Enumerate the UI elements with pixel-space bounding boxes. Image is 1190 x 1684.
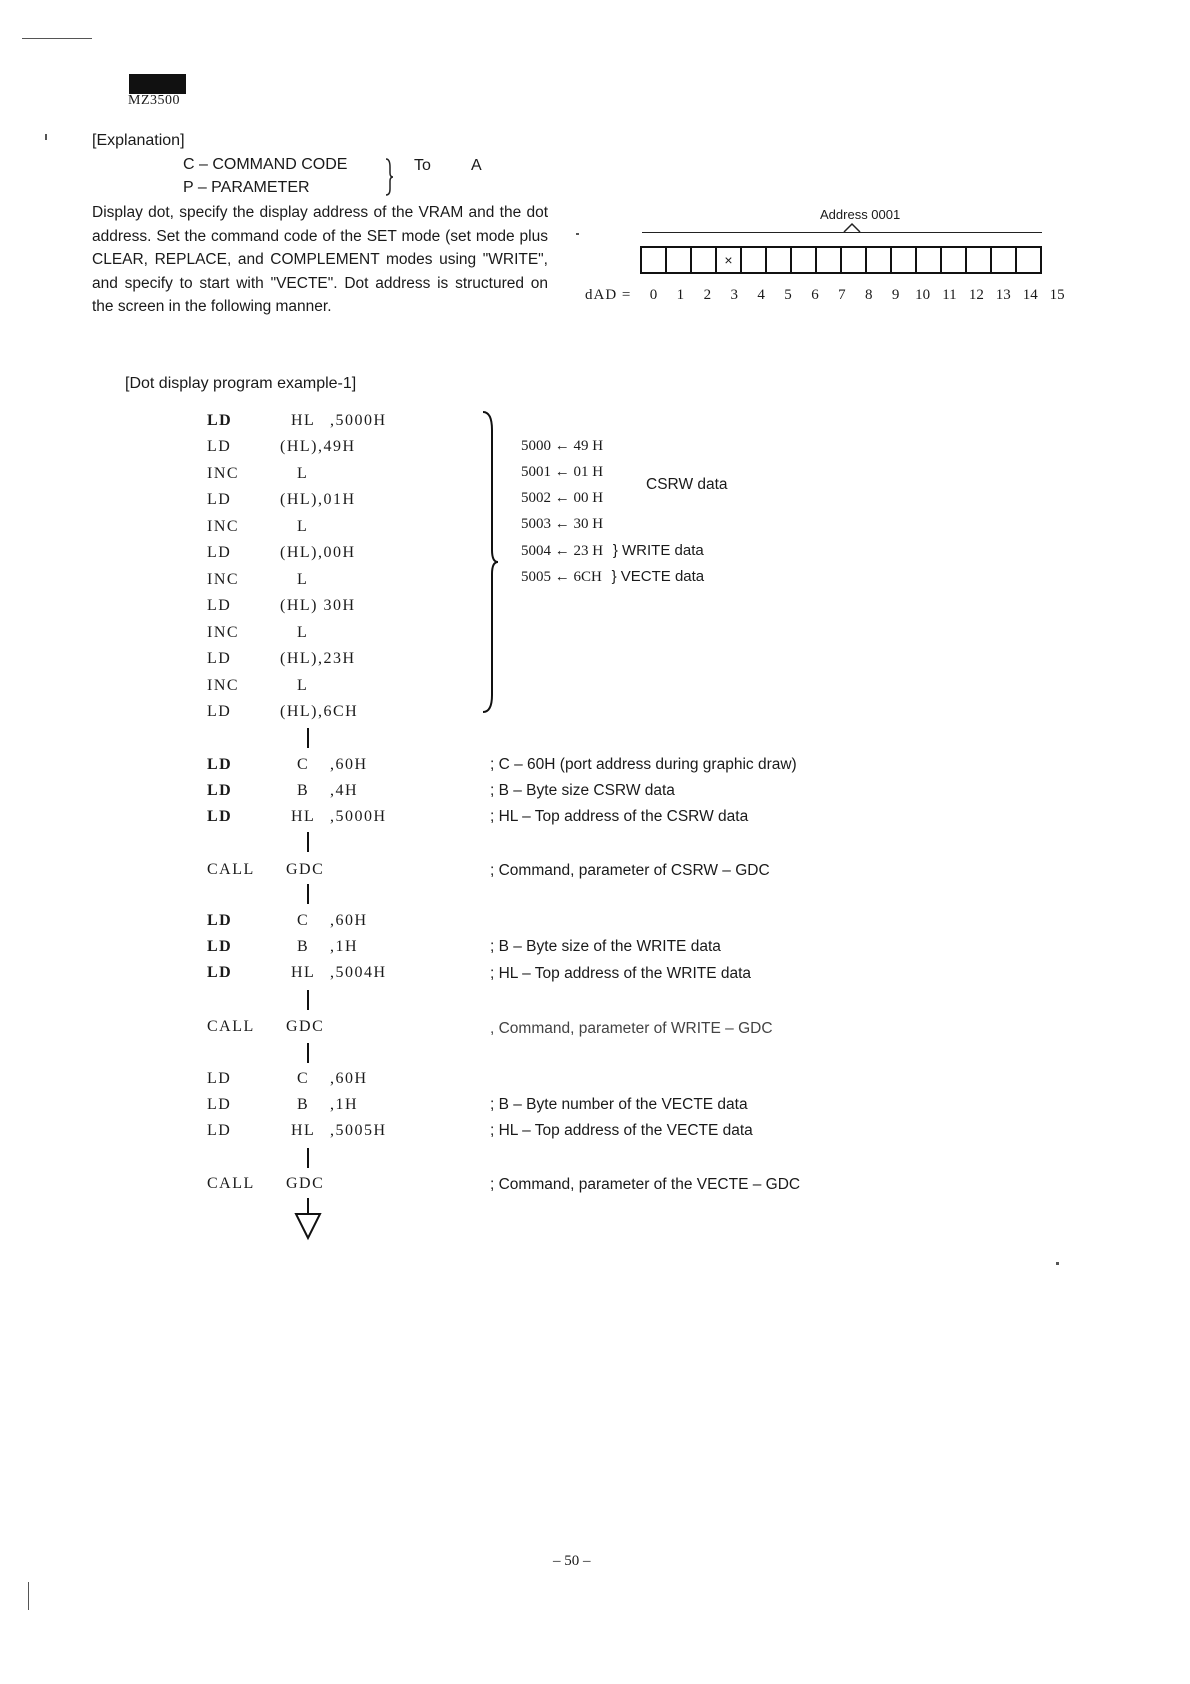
model-number: MZ3500: [128, 93, 180, 108]
dot-cell: [790, 246, 817, 274]
code-arg: GDC: [286, 1175, 325, 1192]
code-op: LD: [207, 912, 233, 929]
code-op: LD: [207, 938, 233, 955]
address-pointer-icon: [842, 222, 862, 234]
dad-number: 0: [649, 287, 658, 303]
code-arg: (HL),23H: [280, 650, 356, 667]
code-op: LD: [207, 1096, 232, 1113]
scan-mark: [28, 1582, 29, 1610]
dad-number: 1: [676, 287, 685, 303]
dot-cell: [890, 246, 917, 274]
code-arg: ,5000H: [330, 808, 387, 825]
dad-number: 3: [730, 287, 738, 303]
dad-label: dAD =: [585, 287, 632, 303]
code-arg: (HL),00H: [280, 544, 356, 561]
dot-cell: [840, 246, 867, 274]
code-op: LD: [207, 491, 232, 508]
dot-cell: [940, 246, 967, 274]
code-comment: ; Command, parameter of CSRW – GDC: [490, 862, 770, 879]
code-arg: HL: [291, 964, 316, 981]
code-op: LD: [207, 412, 233, 429]
code-op: LD: [207, 597, 232, 614]
memory-label: } WRITE data: [612, 542, 704, 559]
brand-logo-block: [129, 74, 186, 94]
explanation-paragraph: Display dot, specify the display address of the VRAM and the dot address. Set the command code of the SET mode (set mode plus CLEAR, REPLACE, and COMPLEMENT modes using "WRITE", and specify to start with "VECTE". Dot address is structured on the screen in the following manner.: [92, 204, 548, 315]
code-op: LD: [207, 703, 232, 720]
code-op: LD: [207, 1122, 232, 1139]
to-value: A: [471, 157, 482, 174]
code-arg: GDC: [286, 861, 325, 878]
code-op: LD: [207, 1070, 232, 1087]
parameter-line: P – PARAMETER: [183, 179, 310, 196]
flow-end-triangle-icon: [293, 1198, 323, 1243]
memory-entry: [521, 542, 704, 560]
arrow-left-icon: ←: [554, 438, 570, 454]
memory-value: 6CH: [573, 569, 602, 585]
code-comment: ; B – Byte size CSRW data: [490, 782, 675, 799]
code-arg: ,60H: [330, 756, 368, 773]
code-arg: (HL),01H: [280, 491, 356, 508]
dot-address-cells: [640, 246, 1040, 274]
command-code-line: C – COMMAND CODE: [183, 156, 348, 173]
code-arg: GDC: [286, 1018, 325, 1035]
explanation-heading: [Explanation]: [92, 132, 185, 149]
code-arg: L: [297, 624, 309, 641]
code-arg: ,1H: [330, 938, 359, 955]
flow-line: [307, 1043, 309, 1063]
dot-cell: [865, 246, 892, 274]
code-arg: ,60H: [330, 1070, 368, 1087]
csrw-data-label: CSRW data: [646, 476, 728, 493]
code-arg: (HL),49H: [280, 438, 356, 455]
code-arg: ,5004H: [330, 964, 387, 981]
flow-line: [307, 990, 309, 1010]
code-op: LD: [207, 756, 233, 773]
dot-cell: [990, 246, 1017, 274]
memory-entry: [521, 490, 603, 507]
code-op: INC: [207, 518, 240, 535]
code-arg: L: [297, 571, 309, 588]
dot-cell: [965, 246, 992, 274]
dot-cell: [815, 246, 842, 274]
arrow-left-icon: ←: [554, 543, 570, 559]
code-arg: ,60H: [330, 912, 368, 929]
code-arg: L: [297, 677, 309, 694]
dad-number: 6: [811, 287, 819, 303]
code-comment: ; Command, parameter of the VECTE – GDC: [490, 1176, 801, 1193]
code-comment: ; C – 60H (port address during graphic draw): [490, 756, 797, 773]
memory-entry: [521, 568, 704, 586]
code-op: LD: [207, 544, 232, 561]
code-comment: ; HL – Top address of the VECTE data: [490, 1122, 753, 1139]
code-arg: L: [297, 518, 309, 535]
memory-entry: [521, 464, 603, 481]
memory-value: 01 H: [573, 464, 604, 480]
dad-number: 10: [915, 287, 931, 303]
code-op: CALL: [207, 861, 255, 878]
dot-cell: [765, 246, 792, 274]
scan-mark: [576, 233, 579, 235]
code-op: LD: [207, 438, 232, 455]
code-arg: HL: [291, 808, 316, 825]
flow-line: [307, 728, 309, 748]
code-arg: C: [297, 1070, 310, 1087]
code-comment: , Command, parameter of WRITE – GDC: [490, 1020, 773, 1037]
dad-number: 11: [942, 287, 957, 303]
code-arg: B: [297, 782, 310, 799]
dad-numbers: [640, 287, 1071, 304]
memory-address: 5004: [521, 543, 551, 559]
code-op: CALL: [207, 1018, 255, 1035]
arrow-left-icon: ←: [554, 516, 570, 532]
code-op: INC: [207, 465, 240, 482]
code-comment: ; B – Byte number of the VECTE data: [490, 1096, 748, 1113]
code-arg: HL: [291, 412, 316, 429]
dad-number: 5: [784, 287, 792, 303]
code-arg: ,5000H: [330, 412, 387, 429]
memory-address: 5000: [521, 438, 551, 454]
code-op: LD: [207, 650, 232, 667]
dad-number: 14: [1022, 287, 1038, 303]
dot-cell: [740, 246, 767, 274]
dot-cell: [665, 246, 692, 274]
address-label: Address 0001: [820, 207, 901, 222]
memory-address: 5003: [521, 516, 551, 532]
code-arg: B: [297, 1096, 310, 1113]
brace-icon: [382, 157, 398, 197]
dad-number: 12: [968, 287, 984, 303]
dot-cell: [915, 246, 942, 274]
dot-cell: [640, 246, 667, 274]
memory-value: 30 H: [573, 516, 604, 532]
code-comment: ; HL – Top address of the CSRW data: [490, 808, 749, 825]
code-arg: (HL),6CH: [280, 703, 359, 720]
code-arg: ,1H: [330, 1096, 359, 1113]
memory-address: 5002: [521, 490, 551, 506]
arrow-left-icon: ←: [554, 464, 570, 480]
code-op: INC: [207, 677, 240, 694]
code-op: INC: [207, 624, 240, 641]
code-arg: L: [297, 465, 309, 482]
memory-entry: [521, 516, 603, 533]
scan-mark: [45, 134, 47, 140]
dad-number: 9: [891, 287, 900, 303]
arrow-left-icon: ←: [554, 569, 570, 585]
page-number: – 50 –: [553, 1553, 591, 1569]
dot-cell: [690, 246, 717, 274]
memory-value: 00 H: [573, 490, 604, 506]
code-op: CALL: [207, 1175, 255, 1192]
code-arg: C: [297, 912, 310, 929]
arrow-left-icon: ←: [554, 490, 570, 506]
flow-line: [307, 832, 309, 852]
code-op: LD: [207, 964, 233, 981]
code-arg: C: [297, 756, 310, 773]
dad-number: 13: [995, 287, 1011, 303]
code-arg: B: [297, 938, 310, 955]
code-arg: ,5005H: [330, 1122, 387, 1139]
code-op: LD: [207, 782, 233, 799]
dad-number: 2: [703, 287, 712, 303]
code-arg: HL: [291, 1122, 316, 1139]
memory-value: 23 H: [573, 543, 604, 559]
code-comment: ; HL – Top address of the WRITE data: [490, 965, 752, 982]
code-comment: ; B – Byte size of the WRITE data: [490, 938, 721, 955]
dad-number: 7: [838, 287, 846, 303]
scan-mark: [1056, 1262, 1059, 1265]
flow-line: [307, 884, 309, 904]
memory-entry: [521, 438, 603, 455]
dot-cell-marked: ×: [715, 246, 742, 274]
code-arg: (HL) 30H: [280, 597, 356, 614]
memory-value: 49 H: [573, 438, 604, 454]
memory-label: } VECTE data: [611, 568, 705, 585]
dad-number: 8: [865, 287, 873, 303]
scan-mark: [22, 38, 92, 39]
program-title: [Dot display program example-1]: [125, 375, 357, 392]
dad-number: 15: [1049, 287, 1065, 303]
to-label: To: [414, 157, 431, 174]
memory-address: 5005: [521, 569, 551, 585]
memory-address: 5001: [521, 464, 551, 480]
code-op: INC: [207, 571, 240, 588]
code-arg: ,4H: [330, 782, 359, 799]
flow-line: [307, 1148, 309, 1168]
dot-cell: [1015, 246, 1042, 274]
dad-number: 4: [757, 287, 765, 303]
code-op: LD: [207, 808, 233, 825]
right-brace-icon: [480, 410, 504, 715]
